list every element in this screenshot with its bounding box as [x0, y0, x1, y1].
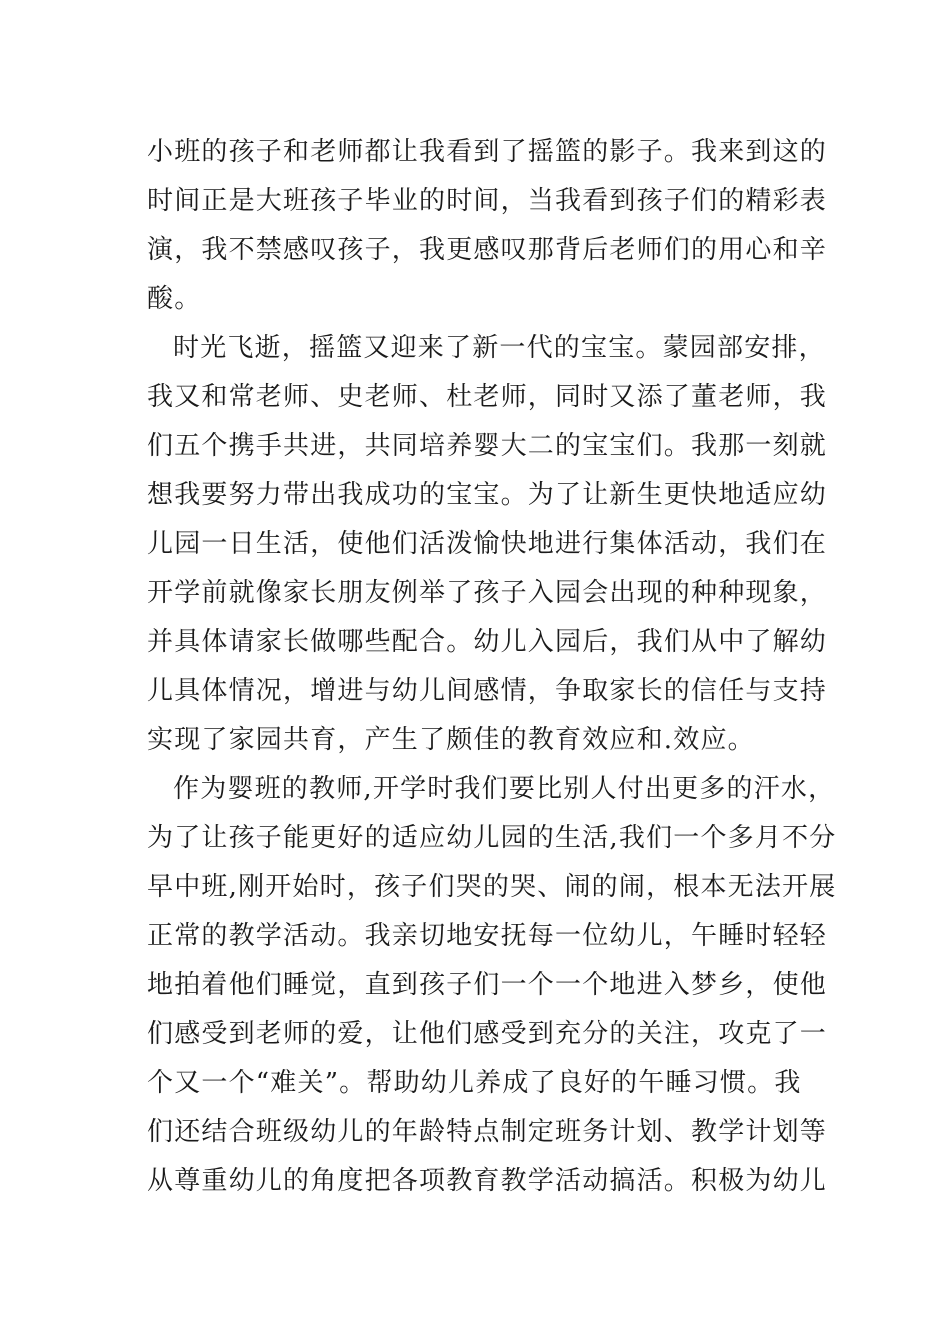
text-line: 时间正是大班孩子毕业的时间，当我看到孩子们的精彩表 [147, 186, 828, 216]
text-line: 们五个携手共进，共同培养婴大二的宝宝们。我那一刻就 [147, 431, 828, 461]
text-line: 时光飞逝，摇篮又迎来了新一代的宝宝。蒙园部安排， [173, 333, 826, 363]
text-line: 个又一个“难关”。帮助幼儿养成了良好的午睡习惯。我 [147, 1068, 802, 1098]
paragraph-1 [147, 128, 828, 324]
text-line: 实现了家园共育，产生了颇佳的教育效应和.效应。 [147, 725, 755, 755]
text-line: 地拍着他们睡觉，直到孩子们一个一个地进入梦乡，使他 [147, 970, 828, 1000]
text-line: 并具体请家长做哪些配合。幼儿入园后，我们从中了解幼 [147, 627, 828, 657]
text-line: 正常的教学活动。我亲切地安抚每一位幼儿，午睡时轻轻 [147, 921, 828, 951]
text-line: 们还结合班级幼儿的年龄特点制定班务计划、教学计划等 [147, 1117, 828, 1147]
paragraph-2 [147, 324, 828, 765]
text-line: 早中班,刚开始时，孩子们哭的哭、闹的闹，根本无法开展 [147, 872, 837, 902]
text-line: 开学前就像家长朋友例举了孩子入园会出现的种种现象， [147, 578, 828, 608]
text-line: 儿具体情况，增进与幼儿间感情，争取家长的信任与支持 [147, 676, 828, 706]
text-line: 从尊重幼儿的角度把各项教育教学活动搞活。积极为幼儿 [147, 1166, 828, 1196]
text-line: 想我要努力带出我成功的宝宝。为了让新生更快地适应幼 [147, 480, 828, 510]
paragraph-3 [147, 765, 837, 1206]
text-line: 们感受到老师的爱，让他们感受到充分的关注，攻克了一 [147, 1019, 828, 1049]
text-line: 演，我不禁感叹孩子，我更感叹那背后老师们的用心和辛 [147, 235, 828, 265]
text-line: 酸。 [147, 284, 202, 314]
text-line: 儿园一日生活，使他们活泼愉快地进行集体活动，我们在 [147, 529, 828, 559]
text-line: 我又和常老师、史老师、杜老师，同时又添了董老师，我 [147, 382, 828, 412]
text-line: 作为婴班的教师,开学时我们要比别人付出更多的汗水， [173, 774, 836, 804]
text-line: 小班的孩子和老师都让我看到了摇篮的影子。我来到这的 [147, 137, 828, 167]
text-line: 为了让孩子能更好的适应幼儿园的生活,我们一个多月不分 [147, 823, 837, 853]
document-body [147, 128, 837, 1206]
